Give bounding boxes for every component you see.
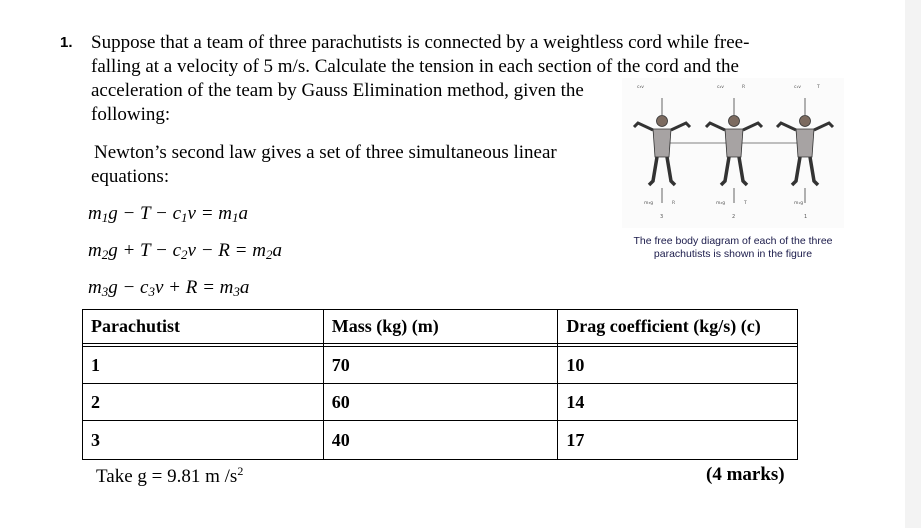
cell-parachutist: 1 [83,347,324,384]
svg-text:T: T [744,201,747,206]
newton-line-2: equations: [91,166,170,187]
header-parachutist: Parachutist [83,310,324,344]
svg-text:c₃v: c₃v [637,85,644,90]
header-mass: Mass (kg) (m) [323,310,558,344]
intro-line-4: following: [91,104,171,125]
svg-text:1: 1 [804,214,808,220]
svg-text:R: R [672,201,676,206]
table-header-row [83,310,798,344]
equation-2: $m_2g + T - c_2v - R = m_2a$ [88,240,282,262]
cell-parachutist: 3 [83,421,324,460]
svg-text:m₂g: m₂g [716,201,726,206]
table-row [83,421,798,460]
intro-line-1: Suppose that a team of three parachutists is connected by a weightless cord while free- [91,32,750,53]
gravity-note: Take g = 9.81 m $/s^2$ [96,464,244,487]
svg-text:m₃g: m₃g [644,201,654,206]
cell-mass: 40 [323,421,558,460]
svg-text:3: 3 [660,214,664,220]
svg-text:2: 2 [732,214,736,220]
cell-mass: 70 [323,347,558,384]
question-number: 1. [60,34,73,51]
svg-text:R: R [742,85,746,90]
parachutist-table [82,309,798,460]
figure-caption: The free body diagram of each of the three parachutists is shown in the figure [633,235,833,260]
cell-drag: 14 [558,384,798,421]
cell-drag: 10 [558,347,798,384]
header-drag: Drag coefficient (kg/s) (c) [558,310,798,344]
parachutist-diagram [622,78,844,228]
equation-3: $m_3g - c_3v + R = m_3a$ [88,277,250,299]
intro-line-3: acceleration of the team by Gauss Elimination method, given the [91,80,584,101]
table-row [83,384,798,421]
cell-parachutist: 2 [83,384,324,421]
table-row [83,347,798,384]
svg-text:T: T [817,85,820,90]
equation-1: $m_1g - T - c_1v = m_1a$ [88,203,249,225]
cell-mass: 60 [323,384,558,421]
svg-text:m₁g: m₁g [794,201,804,206]
free-body-diagram-image [622,78,844,228]
cell-drag: 17 [558,421,798,460]
svg-text:c₁v: c₁v [794,85,801,90]
intro-line-2: falling at a velocity of 5 m/s. Calculate the tension in each section of the cord and the [91,56,739,77]
newton-line-1: Newton’s second law gives a set of three simultaneous linear [94,142,557,163]
svg-text:c₂v: c₂v [717,85,724,90]
marks-label: (4 marks) [706,464,785,485]
